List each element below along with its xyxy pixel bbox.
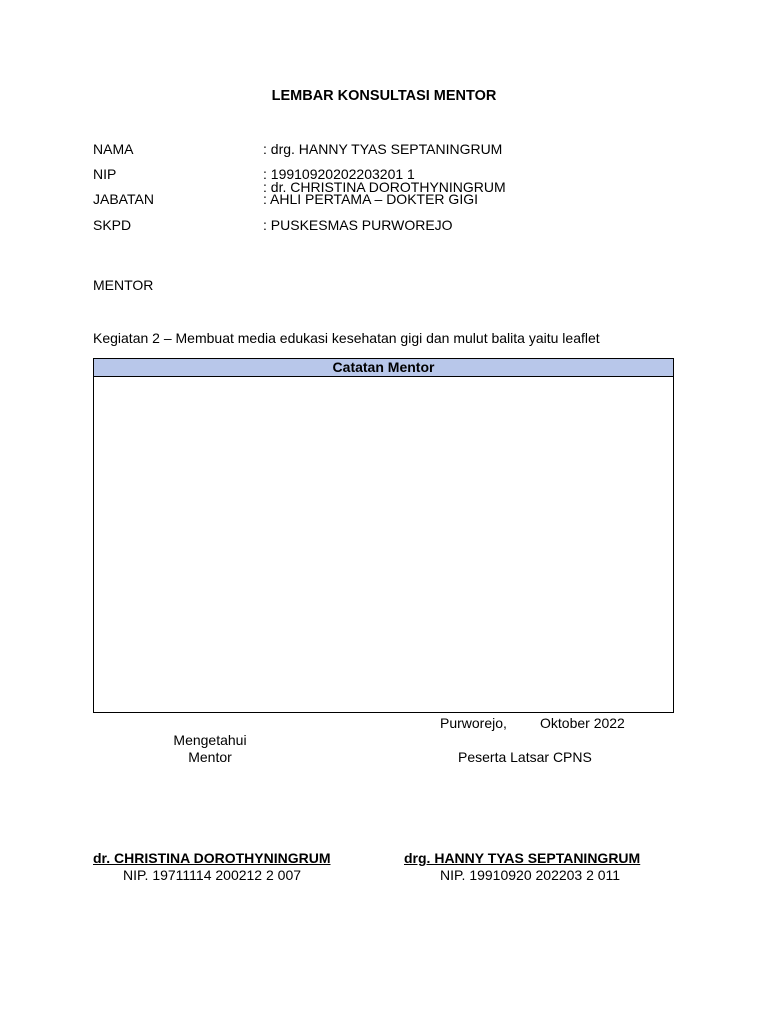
footer-acknowledge: Mengetahui [173,732,247,748]
mentor-signature-nip: NIP. 19711114 200212 2 007 [123,867,302,883]
jabatan-value: : AHLI PERTAMA – DOKTER GIGI [263,191,478,207]
nip-label: NIP [93,166,117,182]
skpd-label: SKPD [93,217,132,233]
mentor-signature-name: dr. CHRISTINA DOROTHYNINGRUM [93,850,331,866]
page-title: LEMBAR KONSULTASI MENTOR [271,88,497,104]
nama-label: NAMA [93,141,134,157]
nip-value: : 19910920202203201 1 [263,166,415,182]
jabatan-label: JABATAN [93,191,154,207]
participant-signature-name: drg. HANNY TYAS SEPTANINGRUM [404,850,641,866]
footer-date: Oktober 2022 [540,715,625,731]
mentor-label: MENTOR [93,277,154,293]
participant-signature-nip: NIP. 19910920 202203 2 011 [440,867,621,883]
nama-value: : drg. HANNY TYAS SEPTANINGRUM [263,141,503,157]
activity-text: Kegiatan 2 – Membuat media edukasi kesehatan gigi dan mulut balita yaitu leaflet [93,330,600,346]
footer-participant-role: Peserta Latsar CPNS [458,749,592,765]
skpd-value: : PUSKESMAS PURWOREJO [263,217,453,233]
footer-mentor-role: Mentor [188,749,232,765]
mentor-overlap-value: : dr. CHRISTINA DOROTHYNINGRUM [263,179,506,195]
mentor-notes-body [94,377,673,713]
mentor-notes-table [93,358,674,713]
footer-place: Purworejo, [440,715,507,731]
mentor-notes-header: Catatan Mentor [94,359,673,377]
